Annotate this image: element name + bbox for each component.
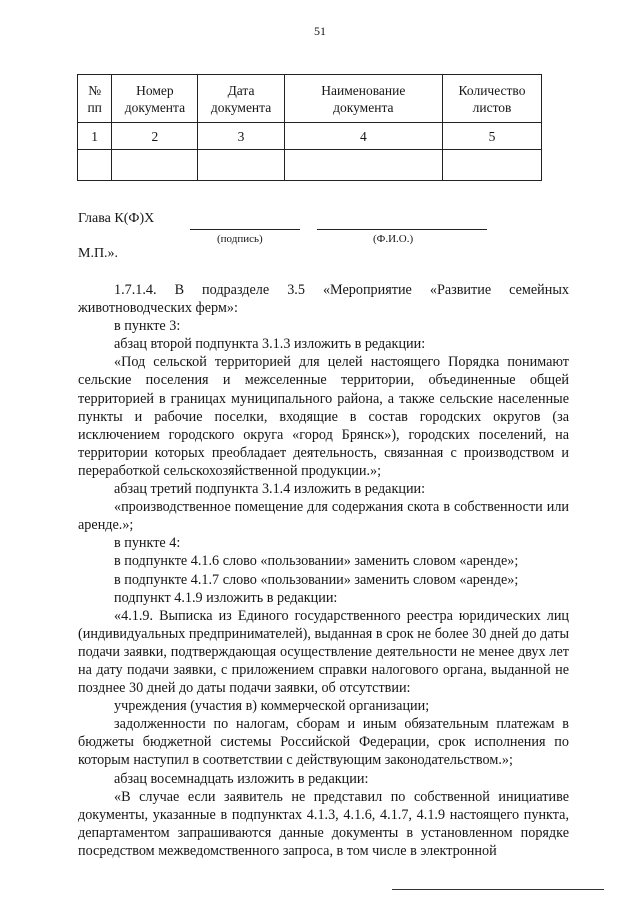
paragraph: «4.1.9. Выписка из Единого государственного реестра юридических лиц (индивидуальных предпринимателей), выданная в срок не более 30 дней до даты подачи заявки, подтверждающая осуществление деятельности не менее двух лет на дату подачи заявки, с приложением справки налогового органа, выданной не позднее 30 дней до даты подачи заявки, об отсутствии:	[78, 607, 569, 697]
document-body	[78, 281, 569, 860]
signature-rule	[190, 229, 300, 230]
table-cell	[284, 150, 442, 181]
name-rule	[317, 229, 487, 230]
footer-rule	[392, 889, 604, 890]
stamp-mark: М.П.».	[78, 246, 119, 261]
paragraph: «В случае если заявитель не представил по собственной инициативе документы, указанные в подпунктах 4.1.3, 4.1.6, 4.1.7, 4.1.9 настоящего пункта, департаментом запрашиваются данные документы в установленном порядке посредством межведомственного запроса, в том числе в электронной	[78, 788, 569, 859]
table-row	[78, 123, 542, 150]
name-caption: (Ф.И.О.)	[373, 233, 414, 245]
paragraph: абзац третий подпункта 3.1.4 изложить в редакции:	[114, 481, 426, 498]
table-cell: 1	[78, 123, 112, 150]
table-row-empty	[78, 150, 542, 181]
table-cell: 2	[112, 123, 198, 150]
header-cell-doc-name: Наименование документа	[284, 75, 442, 123]
paragraph: в подпункте 4.1.6 слово «пользовании» заменить словом «аренде»;	[114, 553, 519, 570]
header-cell-number: № пп	[78, 75, 112, 123]
paragraph: «Под сельской территорией для целей настоящего Порядка понимают сельские поселения и межселенные территории, объединенные общей территорией в границах муниципального района, а также сельские населенные пункты и рабочие поселки, входящие в состав городских округов (за исключением городского округа «город Брянск»), городских поселений, на территории которых преобладает деятельность, связанная с производством и переработкой сельскохозяйственной продукции.»;	[78, 354, 569, 479]
table-cell	[112, 150, 198, 181]
table-cell: 4	[284, 123, 442, 150]
page-number: 51	[314, 24, 326, 38]
table-header-row	[78, 75, 542, 123]
header-cell-sheet-count: Количество листов	[443, 75, 542, 123]
paragraph: учреждения (участия в) коммерческой организации;	[114, 698, 430, 715]
paragraph: в пункте 3:	[114, 318, 181, 335]
paragraph: 1.7.1.4. В подразделе 3.5 «Мероприятие «Развитие семейных животноводческих ферм»:	[78, 282, 569, 317]
table-cell	[443, 150, 542, 181]
paragraph: абзац второй подпункта 3.1.3 изложить в редакции:	[114, 336, 426, 353]
header-cell-doc-date: Дата документа	[198, 75, 284, 123]
paragraph: абзац восемнадцать изложить в редакции:	[114, 770, 369, 787]
paragraph: задолженности по налогам, сборам и иным обязательным платежам в бюджеты бюджетной системы Российской Федерации, срок исполнения по которым наступил в соответствии с действующим законодательством.»;	[78, 716, 569, 769]
table-cell: 5	[443, 123, 542, 150]
table-cell	[198, 150, 284, 181]
paragraph: подпункт 4.1.9 изложить в редакции:	[114, 589, 338, 606]
paragraph: в подпункте 4.1.7 слово «пользовании» заменить словом «аренде»;	[114, 571, 519, 588]
paragraph: «производственное помещение для содержания скота в собственности или аренде.»;	[78, 499, 569, 534]
documents-table	[77, 74, 542, 181]
signature-caption: (подпись)	[217, 233, 263, 245]
signature-label: Глава К(Ф)Х	[78, 211, 155, 226]
table-cell	[78, 150, 112, 181]
table-cell: 3	[198, 123, 284, 150]
header-cell-doc-number: Номер документа	[112, 75, 198, 123]
paragraph: в пункте 4:	[114, 535, 181, 552]
